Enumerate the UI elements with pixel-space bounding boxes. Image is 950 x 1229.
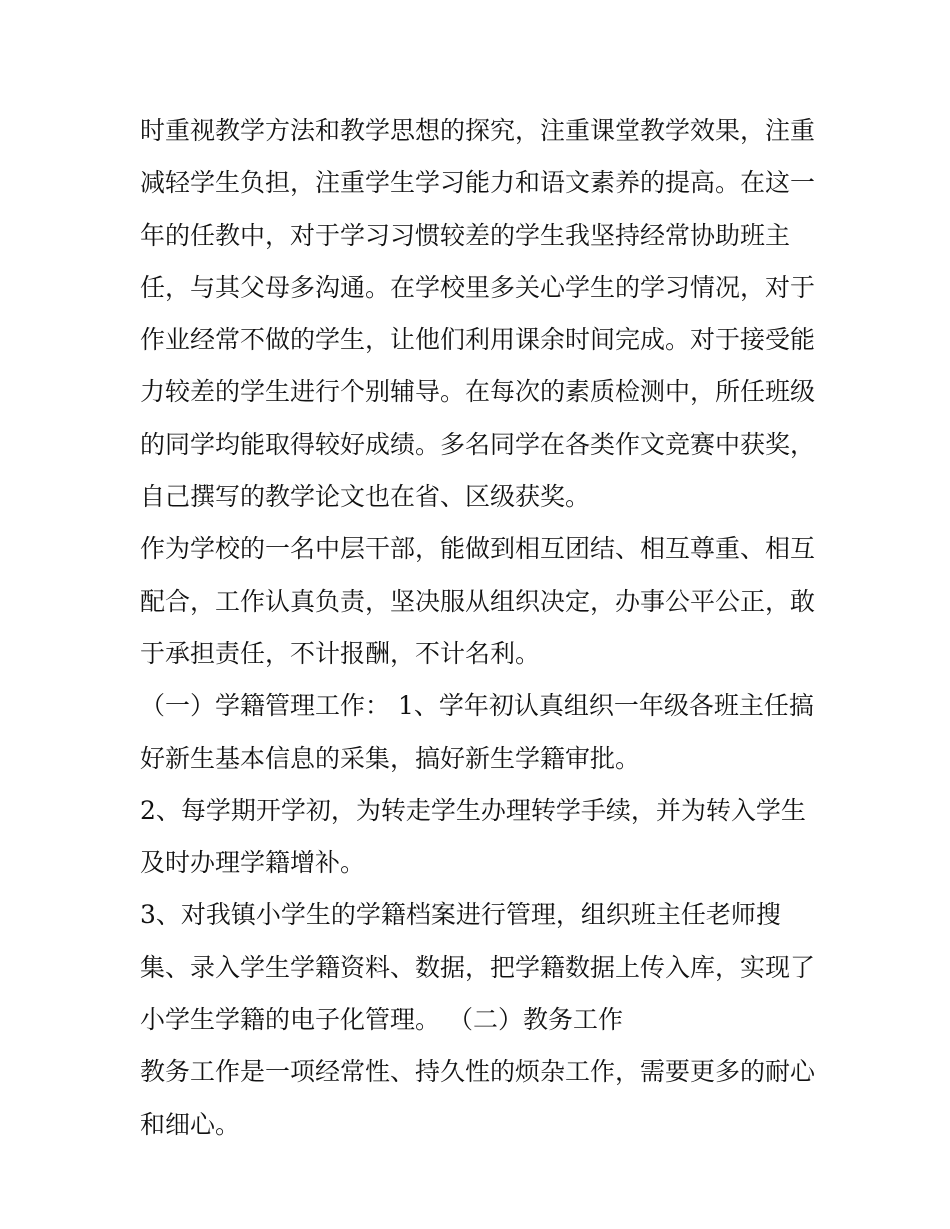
text-line: 自己撰写的教学论文也在省、区级获奖。 xyxy=(140,482,591,512)
text-line: 时重视教学方法和教学思想的探究，注重课堂教学效果，注重 xyxy=(140,116,816,145)
text-line: 及时办理学籍增补。 xyxy=(140,848,366,878)
text-line: 配合，工作认真负责，坚决服从组织决定，办事公平公正，敢 xyxy=(140,586,816,616)
text-line: 作为学校的一名中层干部，能做到相互团结、相互尊重、相互 xyxy=(140,534,816,564)
text-line: 和细心。 xyxy=(140,1109,241,1139)
text-line: （一）学籍管理工作： 1、学年初认真组织一年级各班主任搞 xyxy=(140,691,814,721)
text-line: 2、每学期开学初，为转走学生办理转学手续，并为转入学生 xyxy=(140,795,806,825)
text-line: 教务工作是一项经常性、持久性的烦杂工作，需要更多的耐心 xyxy=(140,1057,816,1087)
text-line: 小学生学籍的电子化管理。 （二）教务工作 xyxy=(140,1005,623,1035)
text-line: 减轻学生负担，注重学生学习能力和语文素养的提高。在这一 xyxy=(140,168,816,198)
text-line: 集、录入学生学籍资料、数据，把学籍数据上传入库，实现了 xyxy=(140,952,816,982)
text-line: 3、对我镇小学生的学籍档案进行管理，组织班主任老师搜 xyxy=(140,900,781,930)
text-line: 任，与其父母多沟通。在学校里多关心学生的学习情况，对于 xyxy=(140,272,816,302)
text-line: 的同学均能取得较好成绩。多名同学在各类作文竞赛中获奖， xyxy=(140,429,816,459)
text-line: 好新生基本信息的采集，搞好新生学籍审批。 xyxy=(140,743,641,773)
document-body xyxy=(140,105,820,1151)
text-line: 于承担责任，不计报酬，不计名利。 xyxy=(140,638,541,668)
text-line: 年的任教中，对于学习习惯较差的学生我坚持经常协助班主 xyxy=(140,220,791,250)
text-line: 作业经常不做的学生，让他们利用课余时间完成。对于接受能 xyxy=(140,325,816,355)
text-line: 力较差的学生进行个别辅导。在每次的素质检测中，所任班级 xyxy=(140,377,816,407)
